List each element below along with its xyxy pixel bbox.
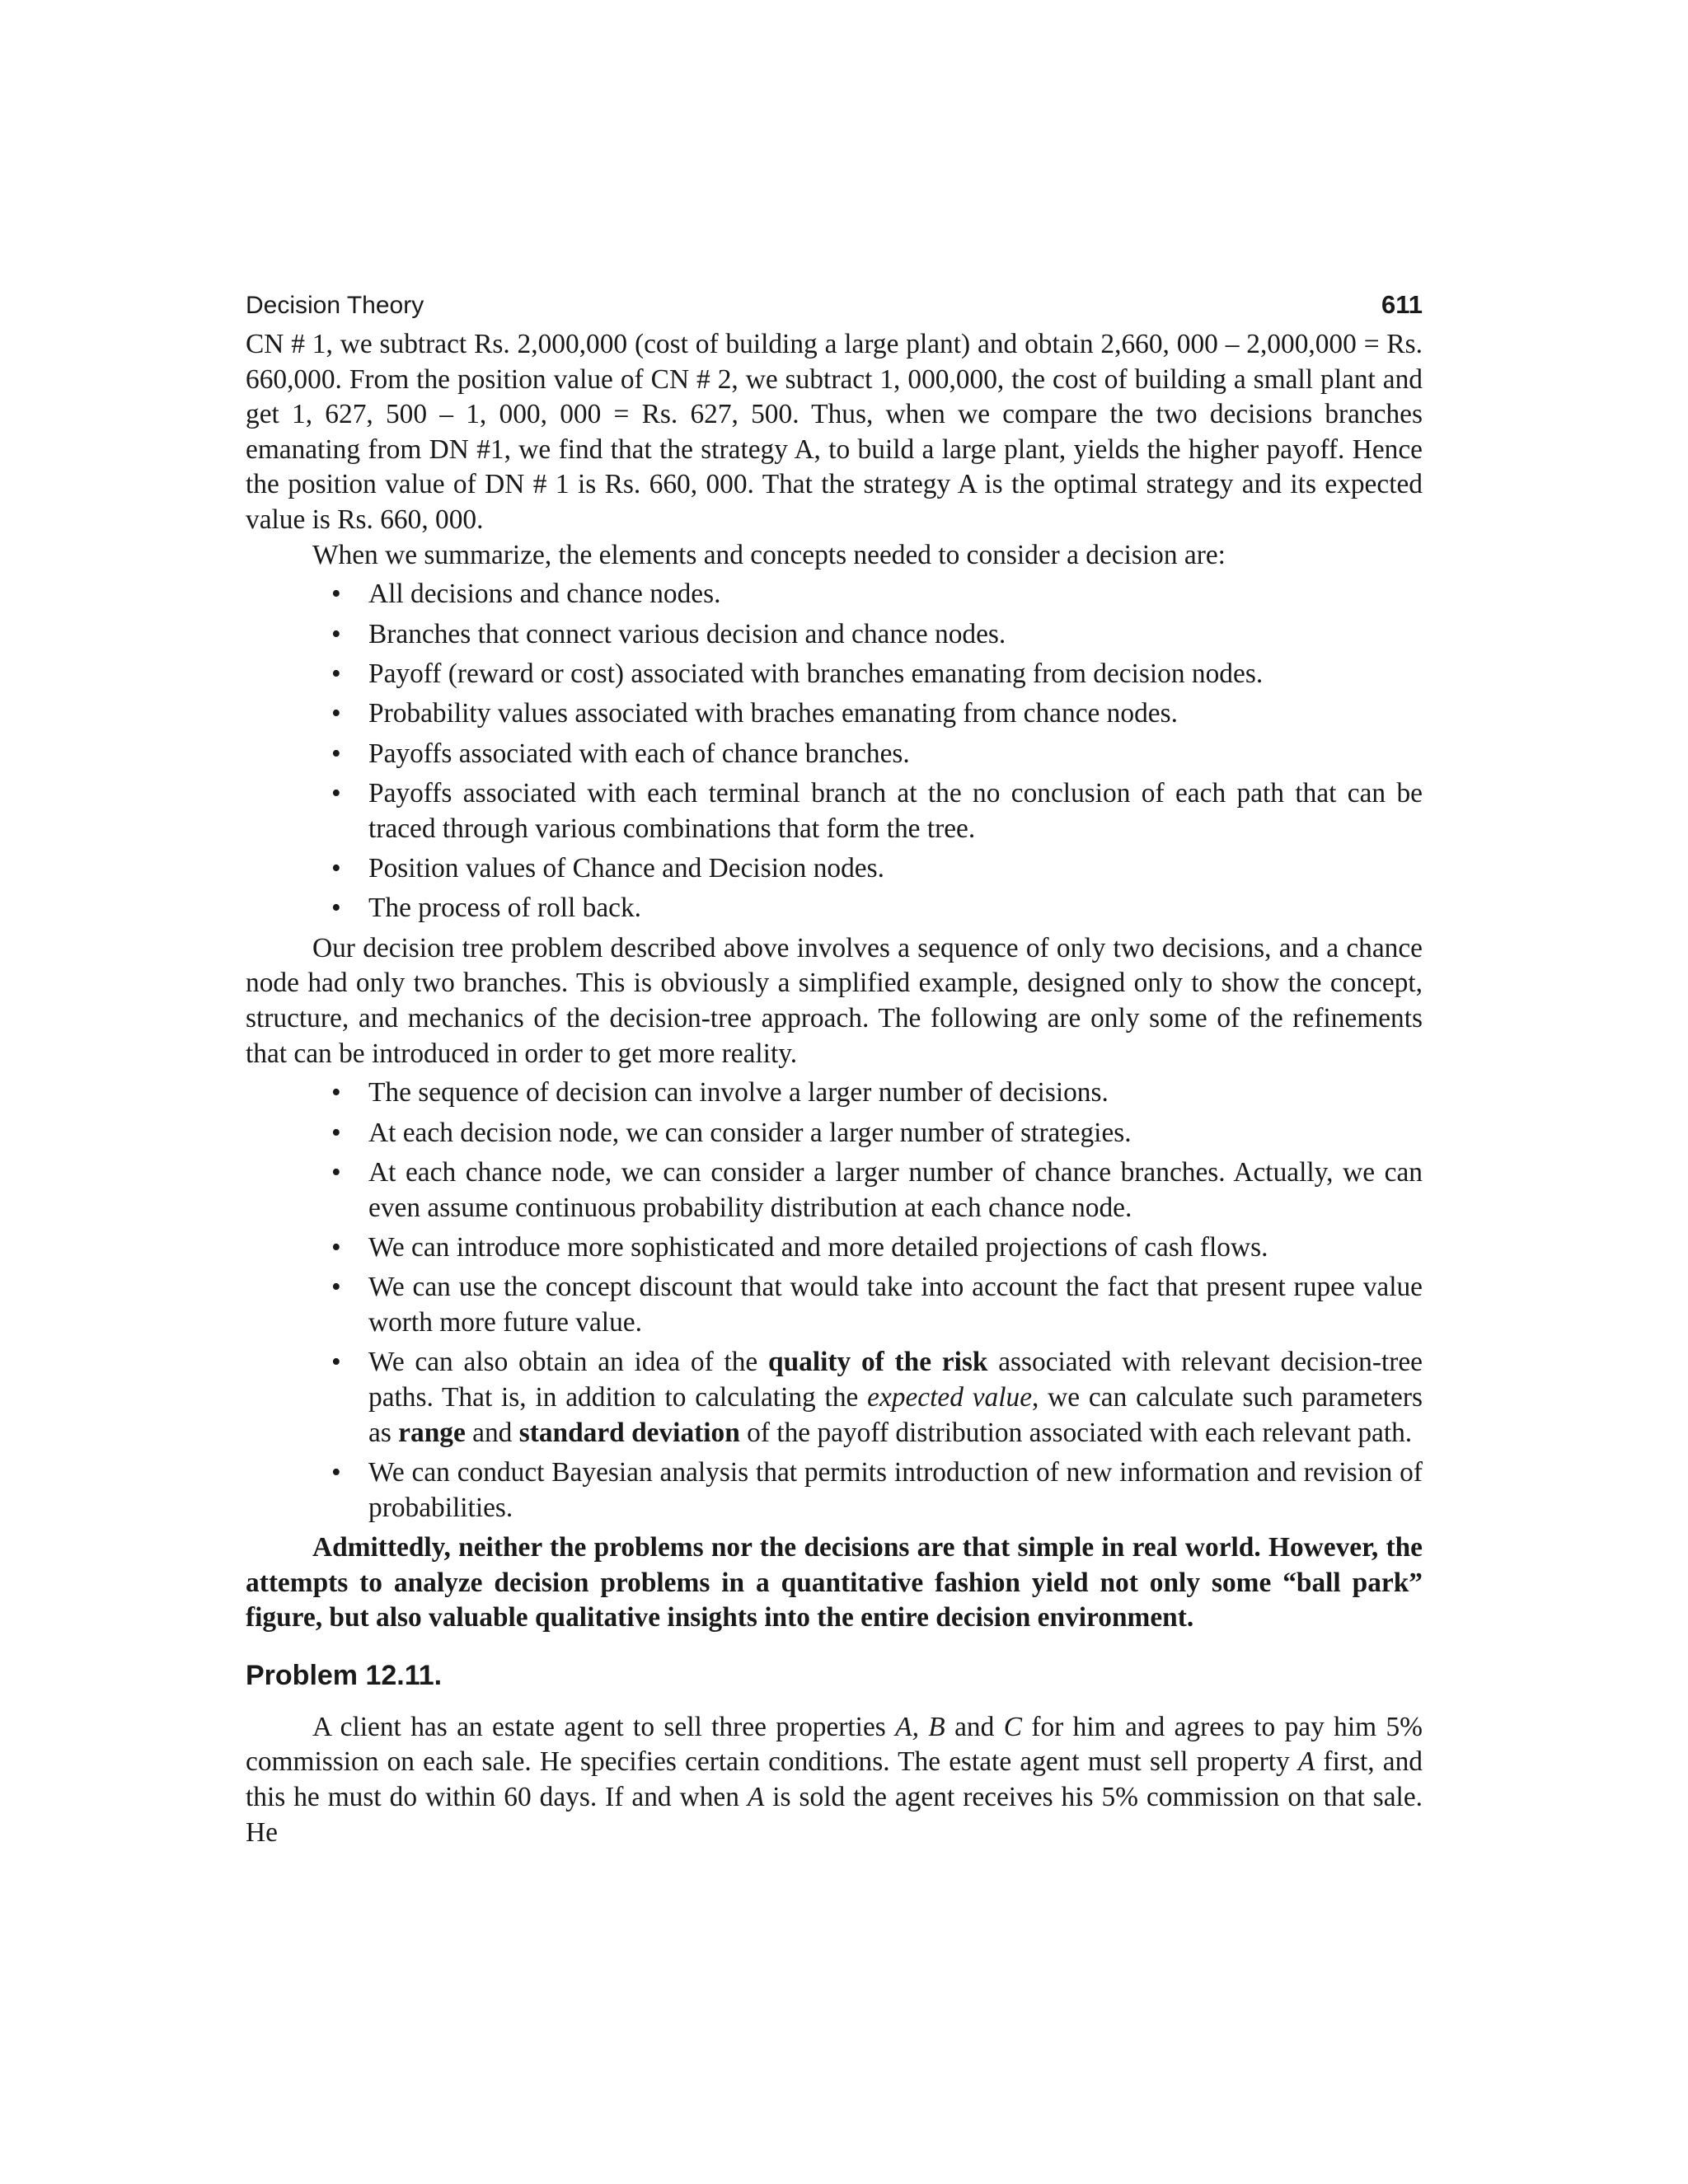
bullet-icon: •: [331, 1117, 341, 1148]
bullet-icon: •: [331, 1157, 341, 1188]
bullet-icon: •: [331, 658, 341, 689]
emphasis-bold: range: [398, 1417, 466, 1448]
paragraph-summary-intro: When we summarize, the elements and concepts needed to consider a decision are:: [312, 539, 1226, 570]
paragraph-continuation: CN # 1, we subtract Rs. 2,000,000 (cost of building a large plant) and obtain 2,660, 000 – 2,000,000 = Rs. 660,000. From the position value of CN # 2, we subtract 1, 000,000, the cost of building a small plant and get 1, 627, 500 – 1, 000, 000 = Rs. 627, 500. Thus, when we compare the two decisions branches emanating from DN #1, we find that the strategy A, to build a large plant, yields the higher payoff. Hence the position value of DN # 1 is Rs. 660, 000. That the strategy A is the optimal strategy and its expected value is Rs. 660, 000.: [246, 329, 1423, 535]
bullet-icon: •: [331, 853, 341, 884]
list-item: • Payoffs associated with each terminal branch at the no conclusion of each path that can be traced through various combinations that form the tree.: [331, 778, 1423, 844]
bullet-icon: •: [331, 738, 341, 769]
paragraph-refinements-intro: Our decision tree problem described above involves a sequence of only two decisions, and a chance node had only two branches. This is obviously a simplified example, designed only to show the concept, structure, and mechanics of the decision-tree approach. The following are only some of the refinements that can be introduced in order to get more reality.: [246, 932, 1423, 1069]
bullet-icon: •: [331, 1456, 341, 1488]
list-item: • The sequence of decision can involve a larger number of decisions.: [368, 1076, 1423, 1111]
problem-heading: Problem 12.11.: [246, 1659, 443, 1691]
list-item: • Probability values associated with braches emanating from chance nodes.: [368, 696, 1423, 732]
paragraph-conclusion: Admittedly, neither the problems nor the decisions are that simple in real world. However, the attempts to analyze decision problems in a quantitative fashion yield not only some “ball park” figure, but also valuable qualitative insights into the entire decision environment.: [246, 1531, 1423, 1633]
page-number: 611: [1381, 290, 1423, 319]
bullet-icon: •: [331, 893, 341, 924]
list-item: • Payoff (reward or cost) associated with branches emanating from decision nodes.: [368, 657, 1423, 692]
bullet-icon: •: [331, 579, 341, 610]
bullet-icon: •: [331, 618, 341, 649]
emphasis-bold: standard deviation: [518, 1417, 740, 1448]
list-item: • All decisions and chance nodes.: [368, 577, 1423, 612]
body-text: [246, 327, 1423, 1850]
list-item: • Branches that connect various decision and chance nodes.: [368, 617, 1423, 653]
running-header: [246, 288, 1423, 322]
emphasis-bold: quality of the risk: [768, 1347, 988, 1378]
emphasis-italic: expected value: [867, 1381, 1033, 1413]
list-item: • We can use the concept discount that would take into account the fact that present rupee value worth more future value.: [331, 1272, 1423, 1338]
list-item: • Payoffs associated with each of chance branches.: [368, 737, 1423, 772]
bullet-icon: •: [331, 1272, 341, 1303]
bullet-icon: •: [331, 1232, 341, 1263]
list-item: • At each chance node, we can consider a larger number of chance branches. Actually, we can even assume continuous probability distribution at each chance node.: [331, 1157, 1423, 1223]
list-item: • At each decision node, we can consider a larger number of strategies.: [368, 1116, 1423, 1151]
refinements-list: [246, 1076, 1423, 1526]
bullet-icon: •: [331, 1347, 341, 1378]
paragraph-problem-statement: A client has an estate agent to sell three properties A, B and C for him and agrees to pay him 5% commission on each sale. He specifies certain conditions. The estate agent must sell property A first, and this he must do within 60 days. If and when A is sold the agent receives his 5% commission on that sale. He: [246, 1711, 1423, 1848]
list-item: • We can also obtain an idea of the quality of the risk associated with relevant decision-tree paths. That is, in addition to calculating the expected value, we can calculate such parameters as range and standard deviation of the payoff distribution associated with each relevant path.: [331, 1347, 1423, 1448]
list-item: • The process of roll back.: [368, 891, 1423, 926]
elements-list: [246, 577, 1423, 926]
section-title: Decision Theory: [246, 292, 424, 319]
bullet-icon: •: [331, 1077, 341, 1108]
list-item: • We can conduct Bayesian analysis that permits introduction of new information and revision of probabilities.: [331, 1456, 1423, 1523]
bullet-icon: •: [331, 698, 341, 729]
document-page: [246, 288, 1423, 1850]
list-item: • We can introduce more sophisticated and more detailed projections of cash flows.: [368, 1230, 1423, 1266]
bullet-icon: •: [331, 778, 341, 809]
list-item: • Position values of Chance and Decision nodes.: [368, 851, 1423, 887]
